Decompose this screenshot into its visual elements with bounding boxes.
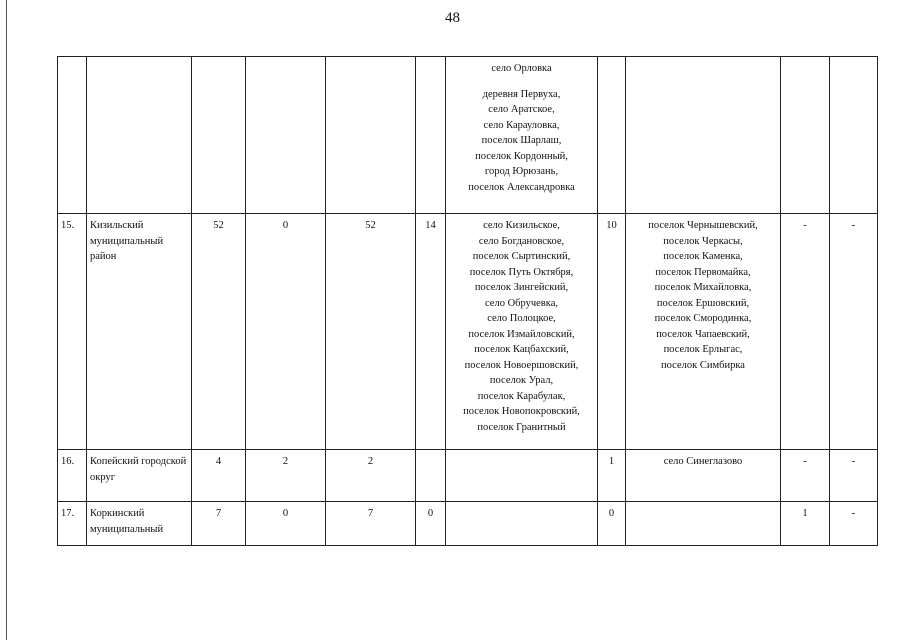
- count-col-2: [246, 57, 326, 214]
- count-col-4: 0: [416, 502, 446, 546]
- settlement-item: поселок Смородинка,: [654, 313, 752, 324]
- settlement-item: поселок Сыртинский,: [472, 251, 571, 262]
- settlement-item: поселок Черкасы,: [663, 235, 743, 247]
- count-total: 4: [192, 450, 246, 502]
- count-total: 7: [192, 502, 246, 546]
- count-col-4: [416, 450, 446, 502]
- settlements-list-b: [626, 502, 781, 546]
- settlements-list-b: [626, 450, 781, 502]
- count-col-2: 2: [246, 450, 326, 502]
- count-col-7: -: [830, 502, 878, 546]
- settlement-item: поселок Чернышевский,: [648, 220, 758, 231]
- settlement-lead: село Орловка: [491, 63, 552, 74]
- count-col-6: [781, 57, 830, 214]
- settlement-item: поселок Симбирка: [661, 359, 745, 371]
- count-col-6: -: [781, 214, 830, 450]
- count-col-3: 52: [326, 214, 416, 450]
- settlement-item: село Синеглазово: [663, 456, 743, 467]
- settlement-item: поселок Измайловский,: [468, 328, 575, 340]
- settlement-item: поселок Михайловка,: [654, 282, 752, 293]
- settlement-item: поселок Ершовский,: [656, 297, 750, 309]
- count-col-7: [830, 57, 878, 214]
- count-col-4: [416, 57, 446, 214]
- settlement-item: деревня Первуха,: [482, 88, 561, 100]
- settlements-list-a: [446, 214, 598, 450]
- settlement-item: поселок Новоершовский,: [464, 359, 579, 371]
- count-col-5: [598, 57, 626, 214]
- district-name: [87, 57, 192, 214]
- settlements-list-a: [446, 450, 598, 502]
- row-number: [58, 57, 87, 214]
- settlement-item: поселок Александровка: [468, 181, 575, 193]
- district-name: Коркинский муниципальный: [87, 502, 192, 546]
- count-col-2: 0: [246, 502, 326, 546]
- count-col-4: 14: [416, 214, 446, 450]
- spacer: [449, 77, 594, 87]
- settlement-item: село Кизильское,: [483, 220, 560, 231]
- count-col-6: 1: [781, 502, 830, 546]
- settlements-list-a: [446, 57, 598, 214]
- district-name: Копейский городской округ: [87, 450, 192, 502]
- table-row: [58, 57, 878, 214]
- count-col-2: 0: [246, 214, 326, 450]
- settlement-item: город Юрюзань,: [484, 166, 559, 177]
- count-col-5: 0: [598, 502, 626, 546]
- table-row: [58, 502, 878, 546]
- count-col-3: 2: [326, 450, 416, 502]
- settlement-item: село Богдановское,: [478, 235, 565, 247]
- settlement-item: поселок Гранитный: [477, 421, 566, 433]
- page-number: 48: [445, 10, 460, 26]
- settlements-list-b: [626, 57, 781, 214]
- settlement-item: поселок Зингейский,: [474, 282, 569, 293]
- settlement-item: село Аратское,: [488, 104, 555, 115]
- count-col-6: -: [781, 450, 830, 502]
- count-col-3: [326, 57, 416, 214]
- settlement-item: село Карауловка,: [483, 119, 560, 131]
- settlement-item: поселок Шарлаш,: [481, 135, 562, 146]
- settlement-item: поселок Первомайка,: [655, 266, 751, 278]
- count-total: [192, 57, 246, 214]
- row-number: 17.: [58, 502, 87, 546]
- margin-rule: [6, 0, 7, 640]
- settlement-item: поселок Ерлыгас,: [663, 344, 743, 355]
- table-row: [58, 214, 878, 450]
- table-row: [58, 450, 878, 502]
- settlement-item: поселок Чапаевский,: [656, 328, 750, 340]
- settlement-item: поселок Каменка,: [663, 251, 743, 262]
- settlement-item: поселок Путь Октября,: [469, 266, 574, 278]
- district-name: Кизильский муниципальный район: [87, 214, 192, 450]
- count-col-7: -: [830, 450, 878, 502]
- count-col-3: 7: [326, 502, 416, 546]
- settlement-item: село Полоцкое,: [487, 313, 556, 324]
- count-col-5: 10: [598, 214, 626, 450]
- settlements-list-a: [446, 502, 598, 546]
- count-total: 52: [192, 214, 246, 450]
- settlements-list-b: [626, 214, 781, 450]
- settlement-item: поселок Урал,: [489, 375, 554, 386]
- settlement-item: поселок Кордонный,: [475, 150, 568, 162]
- settlement-item: село Обручевка,: [485, 297, 558, 309]
- settlement-item: поселок Карабулак,: [477, 390, 566, 402]
- settlement-item: поселок Кацбахский,: [474, 344, 569, 355]
- row-number: 15.: [58, 214, 87, 450]
- settlement-item: поселок Новопокровский,: [463, 406, 580, 417]
- count-col-5: 1: [598, 450, 626, 502]
- settlements-table: [57, 56, 878, 546]
- row-number: 16.: [58, 450, 87, 502]
- count-col-7: -: [830, 214, 878, 450]
